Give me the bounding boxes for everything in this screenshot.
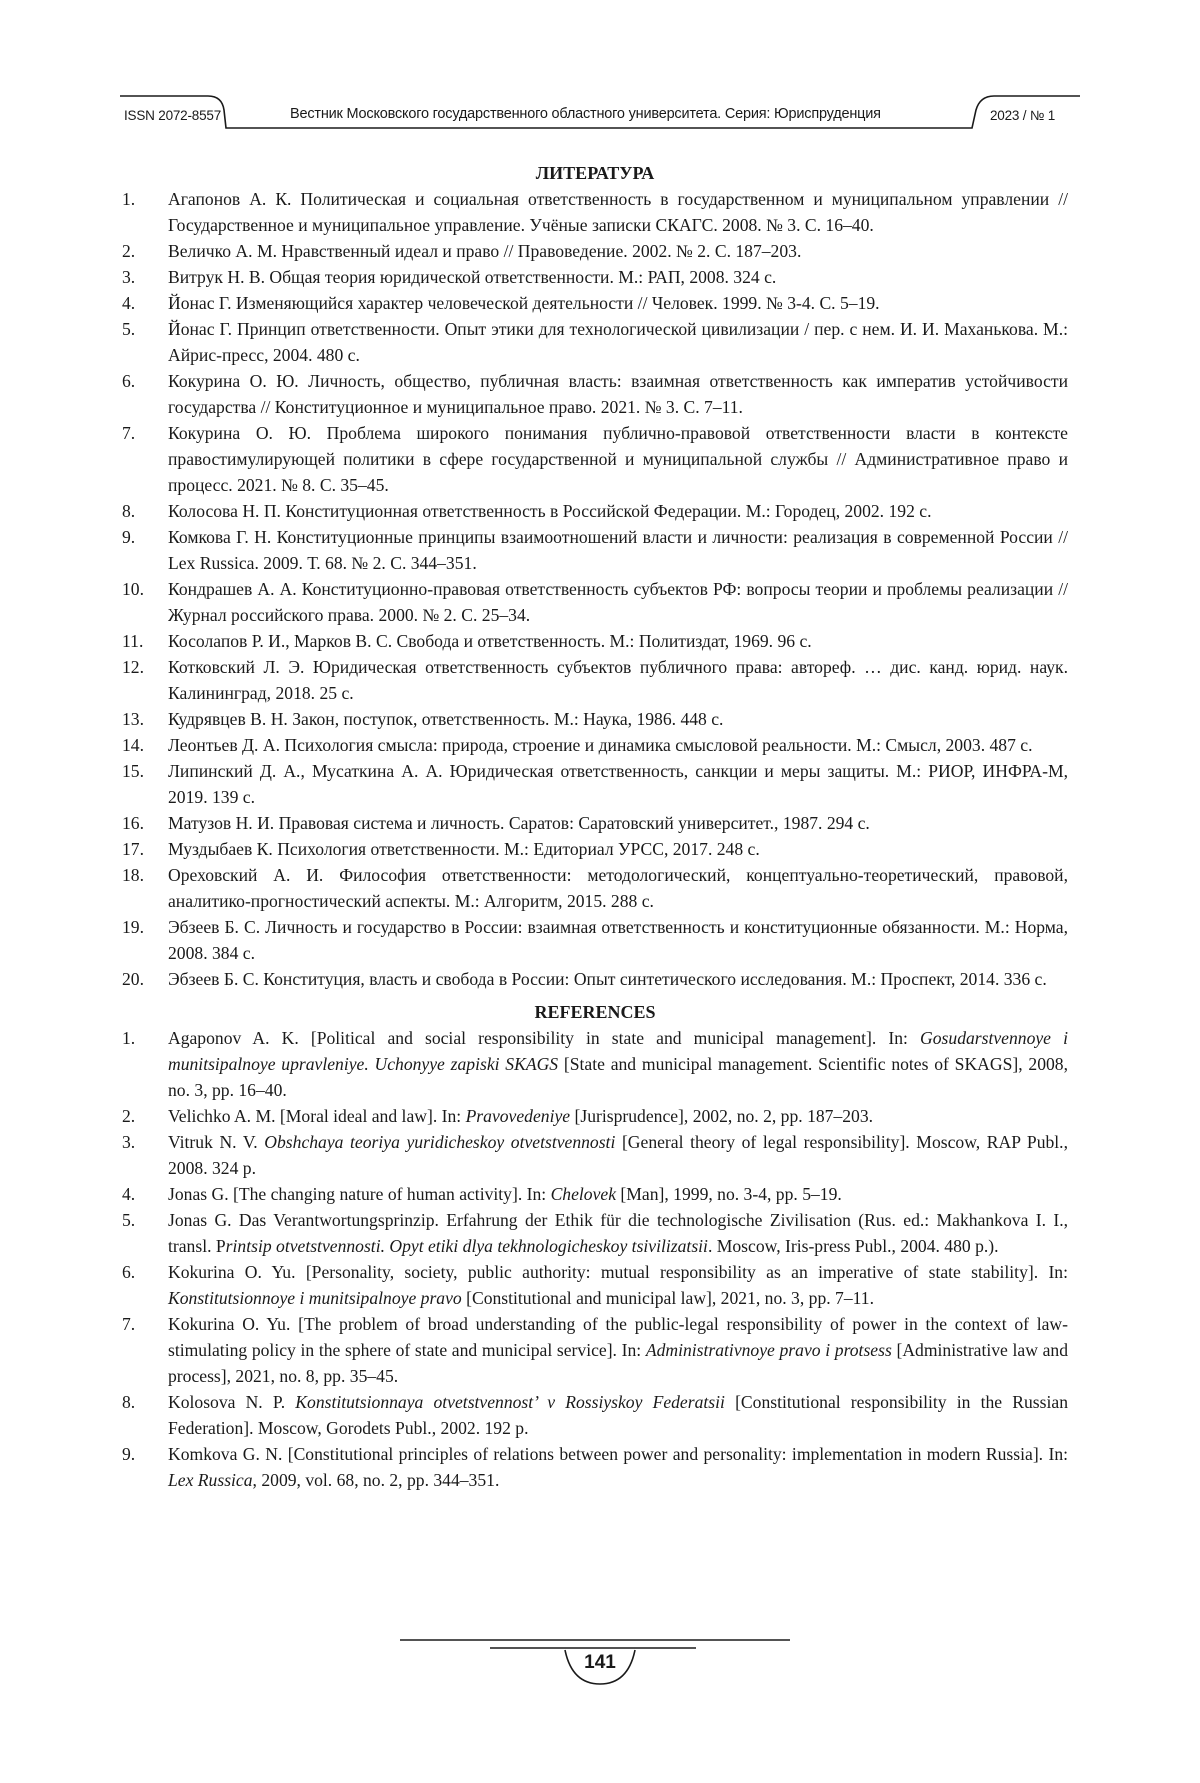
item-text: Йонас Г. Изменяющийся характер человеческой деятельности // Человек. 1999. № 3-4. С. 5–19.: [168, 293, 880, 313]
item-text: [168, 1129, 1068, 1181]
item-number: 9.: [122, 1444, 136, 1464]
literature-item: [122, 914, 1068, 966]
literature-item: [122, 186, 1068, 238]
item-number: 11.: [122, 631, 144, 651]
item-number: 10.: [122, 579, 144, 599]
header-issue: 2023 / № 1: [990, 108, 1056, 123]
reference-item: [122, 1025, 1068, 1103]
reference-item: [122, 1441, 1068, 1493]
text-part: [Man], 1999, no. 3-4, pp. 5–19.: [616, 1184, 842, 1204]
item-text: Кудрявцев В. Н. Закон, поступок, ответственность. М.: Наука, 1986. 448 с.: [168, 709, 724, 729]
item-text: Витрук Н. В. Общая теория юридической ответственности. М.: РАП, 2008. 324 с.: [168, 267, 777, 287]
text-part: Komkova G. N. [Constitutional principles of relations between power and personality: implementation in modern Russia]. In:: [168, 1444, 1068, 1464]
literature-item: [122, 576, 1068, 628]
literature-item: [122, 810, 1068, 836]
item-text: [168, 1103, 1068, 1129]
item-text: [168, 1311, 1068, 1389]
header-rules: [0, 0, 1200, 150]
literature-item: [122, 732, 1068, 758]
item-number: 20.: [122, 969, 144, 989]
reference-item: [122, 1389, 1068, 1441]
literature-item: [122, 966, 1068, 992]
item-text: Величко А. М. Нравственный идеал и право // Правоведение. 2002. № 2. С. 187–203.: [168, 241, 802, 261]
reference-item: [122, 1259, 1068, 1311]
item-text: Матузов Н. И. Правовая система и личность. Саратов: Саратовский университет., 1987. 294 с.: [168, 813, 870, 833]
text-part: Kokurina O. Yu. [Personality, society, public authority: mutual responsibility as an imperative of state stability]. In:: [168, 1262, 1068, 1282]
text-part: , 2009, vol. 68, no. 2, pp. 344–351.: [252, 1470, 500, 1490]
text-part: Jonas G. [The changing nature of human activity]. In:: [168, 1184, 551, 1204]
text-part: [State and municipal management. Scientific notes of SKAGS], 2008, no. 3, pp. 16–40.: [168, 1054, 1068, 1100]
item-number: 8.: [122, 501, 136, 521]
italic-title: Obshchaya teoriya yuridicheskoy otvetstvennosti: [264, 1132, 616, 1152]
literature-item: [122, 316, 1068, 368]
text-part: [Jurisprudence], 2002, no. 2, pp. 187–203.: [570, 1106, 874, 1126]
item-number: 7.: [122, 1314, 136, 1334]
literature-list: [122, 186, 1068, 992]
item-number: 7.: [122, 423, 136, 443]
reference-item: [122, 1207, 1068, 1259]
text-part: Velichko A. M. [Moral ideal and law]. In:: [168, 1106, 466, 1126]
item-text: [168, 1259, 1068, 1311]
item-text: Кондрашев А. А. Конституционно-правовая ответственность субъектов РФ: вопросы теории и проблемы реализации // Журнал российского права. 2000. № 2. С. 25–34.: [168, 579, 1068, 625]
italic-title: Administrativnoye pravo i protsess: [645, 1340, 892, 1360]
text-part: . Moscow, Iris-press Publ., 2004. 480 p.).: [707, 1236, 999, 1256]
literature-item: [122, 654, 1068, 706]
item-text: Колосова Н. П. Конституционная ответственность в Российской Федерации. М.: Городец, 2002. 192 с.: [168, 501, 932, 521]
item-text: Агапонов А. К. Политическая и социальная ответственность в государственном и муниципальном управлении // Государственное и муниципальное управление. Учёные записки СКАГС. 2008. № 3. С. 16–40.: [168, 189, 1068, 235]
item-number: 2.: [122, 1106, 136, 1126]
text-part: Agaponov A. K. [Political and social responsibility in state and municipal management]. In:: [168, 1028, 921, 1048]
item-number: 5.: [122, 1210, 136, 1230]
item-text: Комкова Г. Н. Конституционные принципы взаимоотношений власти и личности: реализация в современной России // Lex Russica. 2009. Т. 68. № 2. С. 344–351.: [168, 527, 1068, 573]
text-part: Vitruk N. V.: [168, 1132, 265, 1152]
references-heading: REFERENCES: [534, 1002, 656, 1022]
article-content: [122, 160, 1068, 1493]
item-number: 15.: [122, 761, 144, 781]
literature-item: [122, 290, 1068, 316]
item-text: Липинский Д. А., Мусаткина А. А. Юридическая ответственность, санкции и меры защиты. М.: РИОР, ИНФРА-М, 2019. 139 с.: [168, 761, 1068, 807]
italic-title: Gosudarstvennoye i munitsipalnoye upravleniye. Uchonyye zapiski SKAGS: [168, 1028, 1068, 1074]
literature-item: [122, 524, 1068, 576]
item-text: Йонас Г. Принцип ответственности. Опыт этики для технологической цивилизации / пер. с нем. И. И. Маханькова. М.: Айрис-пресс, 2004. 480 с.: [168, 319, 1068, 365]
item-text: Эбзеев Б. С. Конституция, власть и свобода в России: Опыт синтетического исследования. М.: Проспект, 2014. 336 с.: [168, 969, 1047, 989]
item-text: Кокурина О. Ю. Проблема широкого понимания публично-правовой ответственности власти в контексте правостимулирующей политики в сфере государственной и муниципальной службы // Административное право и процесс. 2021. № 8. С. 35–45.: [168, 423, 1068, 495]
reference-item: [122, 1311, 1068, 1389]
literature-item: [122, 420, 1068, 498]
italic-title: Konstitutsionnaya otvetstvennost’ v Rossiyskoy Federatsii: [295, 1392, 725, 1412]
item-text: [168, 1389, 1068, 1441]
item-number: 8.: [122, 1392, 136, 1412]
item-number: 9.: [122, 527, 136, 547]
reference-item: [122, 1103, 1068, 1129]
item-number: 2.: [122, 241, 136, 261]
header-journal-title: Вестник Московского государственного областного университета. Серия: Юриспруденция: [290, 106, 881, 122]
item-number: 3.: [122, 1132, 136, 1152]
item-number: 18.: [122, 865, 144, 885]
header-issn: ISSN 2072-8557: [124, 108, 222, 123]
item-number: 1.: [122, 189, 136, 209]
literature-item: [122, 628, 1068, 654]
item-text: [168, 1207, 1068, 1259]
text-part: [Administrative law and process], 2021, no. 8, pp. 35–45.: [168, 1340, 1069, 1386]
literature-item: [122, 862, 1068, 914]
item-number: 16.: [122, 813, 144, 833]
literature-item: [122, 836, 1068, 862]
text-part: Kolosova N. P.: [168, 1392, 296, 1412]
literature-item: [122, 238, 1068, 264]
text-part: [Constitutional responsibility in the Russian Federation]. Moscow, Gorodets Publ., 2002. 192 p.: [168, 1392, 1068, 1438]
item-text: Кокурина О. Ю. Личность, общество, публичная власть: взаимная ответственность как императив устойчивости государства // Конституционное и муниципальное право. 2021. № 3. С. 7–11.: [168, 371, 1068, 417]
item-text: Ореховский А. И. Философия ответственности: методологический, концептуально-теоретический, правовой, аналитико-прогностический аспекты. М.: Алгоритм, 2015. 288 с.: [168, 865, 1068, 911]
item-text: [168, 1441, 1068, 1493]
item-text: [168, 1181, 1068, 1207]
text-part: [General theory of legal responsibility]. Moscow, RAP Publ., 2008. 324 p.: [168, 1132, 1068, 1178]
literature-heading: ЛИТЕРАТУРА: [535, 163, 655, 183]
item-number: 5.: [122, 319, 136, 339]
text-part: Kokurina O. Yu. [The problem of broad understanding of the public-legal responsibility of power in the context of law-stimulating policy in the sphere of state and municipal service]. In:: [168, 1314, 1068, 1360]
item-text: [168, 1025, 1068, 1103]
item-text: Муздыбаев К. Психология ответственности. М.: Едиториал УРСС, 2017. 248 с.: [168, 839, 760, 859]
literature-item: [122, 264, 1068, 290]
item-number: 4.: [122, 293, 136, 313]
item-number: 19.: [122, 917, 144, 937]
reference-item: [122, 1129, 1068, 1181]
item-number: 6.: [122, 1262, 136, 1282]
literature-item: [122, 498, 1068, 524]
item-number: 1.: [122, 1028, 136, 1048]
item-text: Котковский Л. Э. Юридическая ответственность субъектов публичного права: автореф. … дис. канд. юрид. наук. Калининград, 2018. 25 с.: [168, 657, 1068, 703]
item-number: 14.: [122, 735, 144, 755]
italic-title: Lex Russica: [168, 1470, 253, 1490]
italic-title: Pravovedeniye: [465, 1106, 571, 1126]
references-list: [122, 1025, 1068, 1493]
item-number: 6.: [122, 371, 136, 391]
reference-item: [122, 1181, 1068, 1207]
text-part: [Constitutional and municipal law], 2021, no. 3, pp. 7–11.: [461, 1288, 874, 1308]
item-number: 12.: [122, 657, 144, 677]
item-text: Эбзеев Б. С. Личность и государство в России: взаимная ответственность и конституционные обязанности. М.: Норма, 2008. 384 с.: [168, 917, 1068, 963]
literature-item: [122, 758, 1068, 810]
item-number: 13.: [122, 709, 144, 729]
page-number: 141: [584, 1652, 616, 1673]
literature-item: [122, 706, 1068, 732]
italic-title: Konstitutsionnoye i munitsipalnoye pravo: [168, 1288, 462, 1308]
item-number: 4.: [122, 1184, 136, 1204]
item-number: 3.: [122, 267, 136, 287]
item-text: Леонтьев Д. А. Психология смысла: природа, строение и динамика смысловой реальности. М.: Смысл, 2003. 487 с.: [168, 735, 1033, 755]
italic-title: Chelovek: [550, 1184, 617, 1204]
text-part: Jonas G. Das Verantwortungsprinzip. Erfahrung der Ethik für die technologische Zivilisation (Rus. ed.: Makhankova I. I., transl. P: [168, 1210, 1068, 1256]
literature-item: [122, 368, 1068, 420]
italic-title: rintsip otvetstvennosti. Opyt etiki dlya tekhnologicheskoy tsivilizatsii: [225, 1236, 708, 1256]
item-number: 17.: [122, 839, 144, 859]
item-text: Косолапов Р. И., Марков В. С. Свобода и ответственность. М.: Политиздат, 1969. 96 с.: [168, 631, 812, 651]
